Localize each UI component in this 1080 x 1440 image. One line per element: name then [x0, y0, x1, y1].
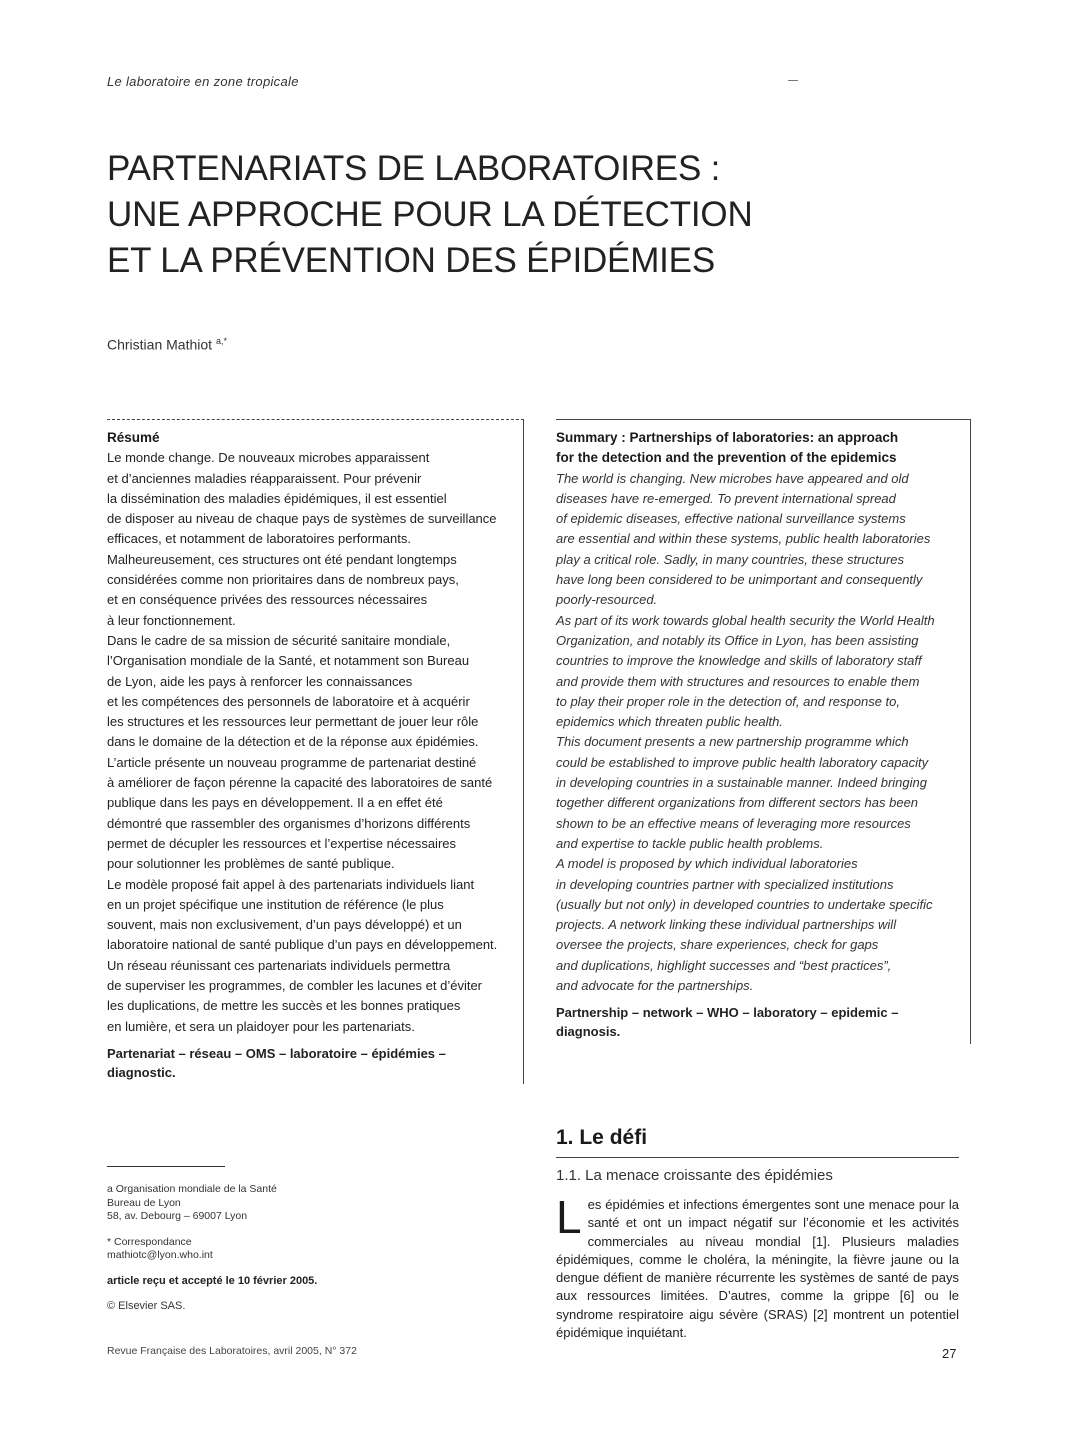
resume-keywords: Partenariat – réseau – OMS – laboratoire – épidémies – diagnostic. [107, 1045, 446, 1080]
title-line: PARTENARIATS DE LABORATOIRES : [107, 149, 721, 188]
resume-column [107, 428, 519, 1082]
summary-paragraph: The world is changing. New microbes have appeared and old diseases have re-emerged. To prevent international spread of epidemic diseases, effective national surveillance systems are essential and within these systems, public health laboratories play a critical role. Sadly, in many countries, these structures have long been considered to be unimportant and consequently poorly-resourced. [556, 470, 931, 608]
author-name: Christian Mathiot [107, 336, 213, 353]
page-number: 27 [942, 1346, 957, 1361]
summary-paragraph: A model is proposed by which individual laboratories in developing countries partner with specialized institutions (usually but not only) in developed countries to undertake specific projects. A network linking these individual partnerships will oversee the projects, share experiences, check for gaps and duplications, highlight successes and “best practices”, and advocate for the partnerships. [556, 856, 933, 994]
footnote-correspondence: * Correspondance mathiotc@lyon.who.int [107, 1235, 213, 1261]
received-date: article reçu et accepté le 10 février 2005. [107, 1274, 318, 1287]
resume-paragraph: L’article présente un nouveau programme de partenariat destiné à améliorer de façon pérenne la capacité des laboratoires de santé publique dans les pays en développement. Il a en effet été démontré que rassembler des organismes d’horizons différents permet de décupler les ressources et l’expertise nécessaires pour solutionner les problèmes de santé publique. [107, 754, 493, 872]
resume-paragraph: Dans le cadre de sa mission de sécurité sanitaire mondiale, l’Organisation mondiale de la Santé, et notamment son Bureau de Lyon, aide les pays à renforcer les connaissances et les compétences des personnels de laboratoire et à acquérir les structures et les ressources leur permettant de jouer leur rôle dans le domaine de la détection et de la réponse aux épidémies. [107, 632, 479, 750]
article-title [107, 146, 867, 284]
summary-keywords: Partnership – network – WHO – laboratory – epidemic – diagnosis. [556, 1005, 899, 1040]
drop-cap: L [556, 1191, 582, 1243]
section-rule [556, 1157, 959, 1158]
section-body-text: es épidémies et infections émergentes sont une menace pour la santé et ont un impact négatif sur l’économie et les activités commerciales au niveau mondial [1]. Plusieurs maladies épidémiques, comme le choléra, la méningite, la fièvre jaune ou la dengue défient de manière récurrente les systèmes de santé de pays aux ressources limitées. D’autres, comme la grippe [6] ou le syndrome respiratoire aigu sévère (SRAS) [2] montrent un potentiel épidémique inquiétant. [556, 1197, 959, 1341]
section-body [556, 1191, 959, 1342]
footnote-affiliation: a Organisation mondiale de la Santé Bureau de Lyon 58, av. Debourg – 69007 Lyon [107, 1183, 277, 1222]
resume-paragraph: Le modèle proposé fait appel à des partenariats individuels liant en un projet spécifique une institution de référence (le plus souvent, mais non exclusivement, d’un pays développé) et un laboratoire national de santé publique d’un pays en développement. Un réseau réunissant ces partenariats individuels permettra de superviser les programmes, de combler les lacunes et d’éviter les duplications, de mettre les succès et les bonnes pratiques en lumière, et sera un plaidoyer pour les partenariats. [107, 876, 498, 1034]
corner-mark [788, 80, 798, 81]
section-heading: 1. Le défi [556, 1126, 648, 1149]
running-head: Le laboratoire en zone tropicale [107, 74, 299, 89]
copyright: © Elsevier SAS. [107, 1300, 186, 1312]
summary-paragraph: As part of its work towards global health security the World Health Organization, and notably its Office in Lyon, has been assisting countries to improve the knowledge and skills of laboratory staff and provide them with structures and resources to enable them to play their proper role in the detection of, and response to, epidemics which threaten public health. [556, 612, 935, 730]
footnote-rule [107, 1166, 225, 1167]
journal-citation: Revue Française des Laboratoires, avril 2005, N° 372 [107, 1345, 357, 1357]
resume-paragraph: Le monde change. De nouveaux microbes apparaissent et d’anciennes maladies réapparaissent. Pour prévenir la dissémination des maladies épidémiques, il est essentiel de disposer au niveau de chaque pays de systèmes de surveillance efficaces, et notamment de laboratoires performants. Malheureusement, ces structures ont été pendant longtemps considérées comme non prioritaires dans de nombreux pays, et en conséquence privées des ressources nécessaires à leur fonctionnement. [107, 450, 497, 628]
summary-paragraph: This document presents a new partnership programme which could be established to improve public health laboratory capacity in developing countries in a sustainable manner. Indeed bringing together different organizations from different sectors has been shown to be an effective means of leveraging more resources and expertise to tackle public health problems. [556, 734, 929, 851]
footnotes [107, 1183, 427, 1314]
title-line: UNE APPROCHE POUR LA DÉTECTION [107, 195, 753, 234]
summary-column [556, 428, 968, 1041]
title-line: ET LA PRÉVENTION DES ÉPIDÉMIES [107, 241, 715, 280]
author [107, 336, 227, 353]
author-affiliation-mark: a,* [215, 336, 227, 346]
subsection-heading: 1.1. La menace croissante des épidémies [556, 1167, 833, 1184]
summary-heading: Summary : Partnerships of laboratories: an approach for the detection and the prevention of the epidemics [556, 430, 899, 466]
resume-heading: Résumé [107, 430, 160, 445]
